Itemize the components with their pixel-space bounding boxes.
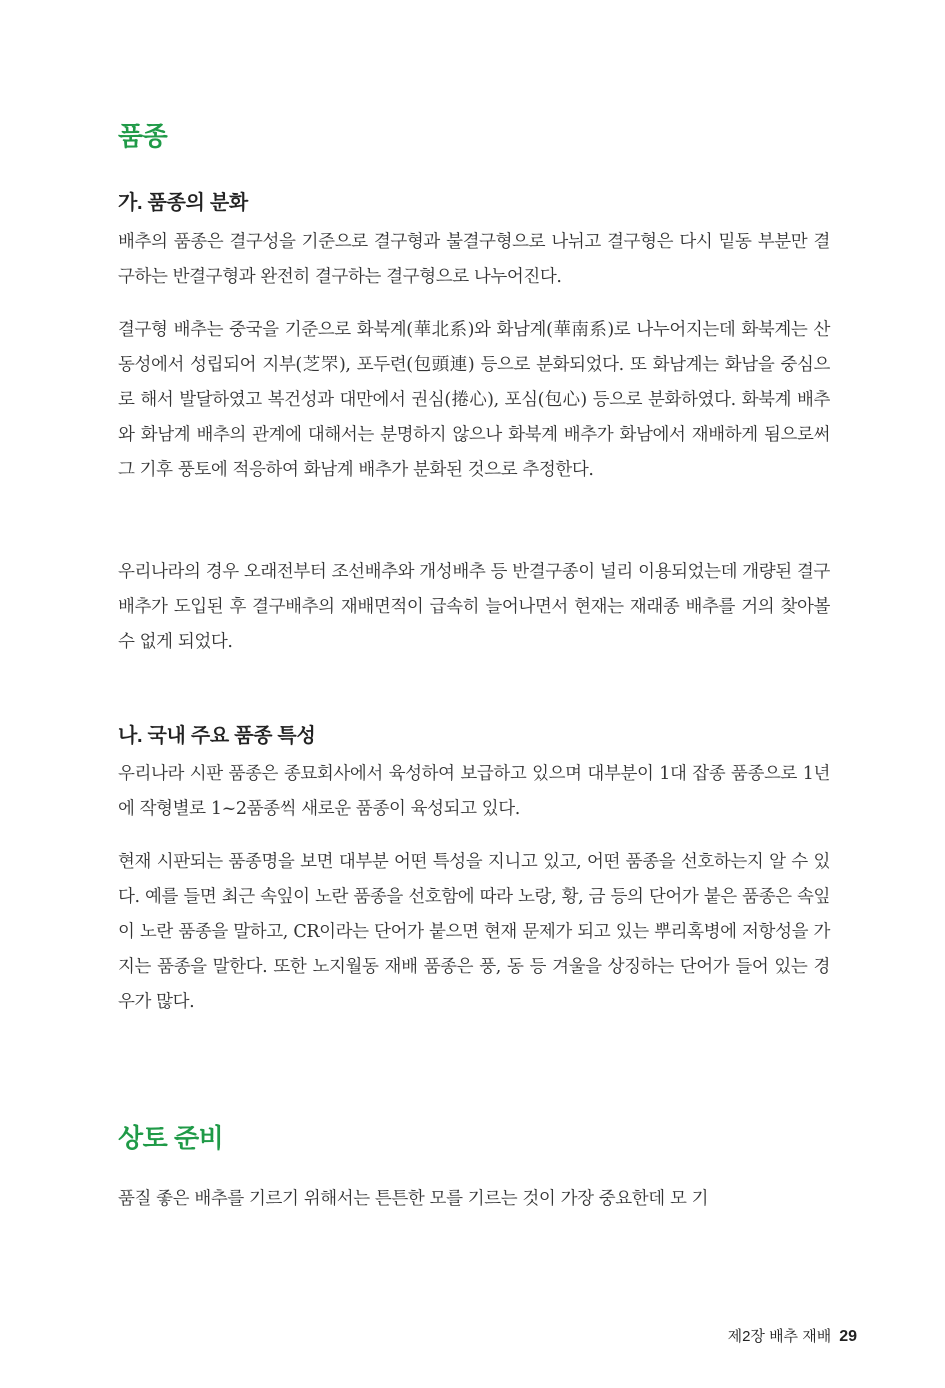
section-title-bed-soil: 상토 준비: [118, 1123, 224, 1153]
page-number: 29: [839, 1328, 857, 1345]
paragraph: 우리나라의 경우 오래전부터 조선배추와 개성배추 등 반결구종이 널리 이용되었는데 개량된 결구배추가 도입된 후 결구배추의 재배면적이 급속히 늘어나면서 현재는 재래종 배추를 거의 찾아볼 수 없게 되었다.: [118, 562, 830, 652]
paragraph: 현재 시판되는 품종명을 보면 대부분 어떤 특성을 지니고 있고, 어떤 품종을 선호하는지 알 수 있다. 예를 들면 최근 속잎이 노란 품종을 선호함에 따라 노랑, 황, 금 등의 단어가 붙은 품종은 속잎이 노란 품종을 말하고, CR이라는 단어가 붙으면 현재 문제가 되고 있는 뿌리혹병에 저항성을 가지는 품종을 말한다. 또한 노지월동 재배 품종은 풍, 동 등 겨울을 상징하는 단어가 들어 있는 경우가 많다.: [118, 852, 830, 1012]
subsection-title-differentiation: 가. 품종의 분화: [118, 192, 248, 214]
page-footer: [728, 1325, 857, 1346]
paragraph: 배추의 품종은 결구성을 기준으로 결구형과 불결구형으로 나뉘고 결구형은 다시 밑동 부분만 결구하는 반결구형과 완전히 결구하는 결구형으로 나누어진다.: [118, 232, 830, 287]
paragraph: 결구형 배추는 중국을 기준으로 화북계(華北系)와 화남계(華南系)로 나누어지는데 화북계는 산동성에서 성립되어 지부(芝罘), 포두련(包頭連) 등으로 분화되었다. 또 화남계는 화남을 중심으로 해서 발달하였고 복건성과 대만에서 권심(捲心), 포심(包心) 등으로 분화하였다. 화북계 배추와 화남계 배추의 관계에 대해서는 분명하지 않으나 화북계 배추가 화남에서 재배하게 됨으로써 그 기후 풍토에 적응하여 화남계 배추가 분화된 것으로 추정한다.: [118, 320, 830, 480]
subsection-title-domestic-varieties: 나. 국내 주요 품종 특성: [118, 725, 316, 747]
chapter-label: 제2장 배추 재배: [727, 1328, 832, 1345]
section-title-varieties: 품종: [118, 121, 168, 151]
paragraph: 품질 좋은 배추를 기르기 위해서는 튼튼한 모를 기르는 것이 가장 중요한데 모 기: [118, 1189, 709, 1209]
paragraph: 우리나라 시판 품종은 종묘회사에서 육성하여 보급하고 있으며 대부분이 1대 잡종 품종으로 1년에 작형별로 1~2품종씩 새로운 품종이 육성되고 있다.: [118, 764, 830, 819]
